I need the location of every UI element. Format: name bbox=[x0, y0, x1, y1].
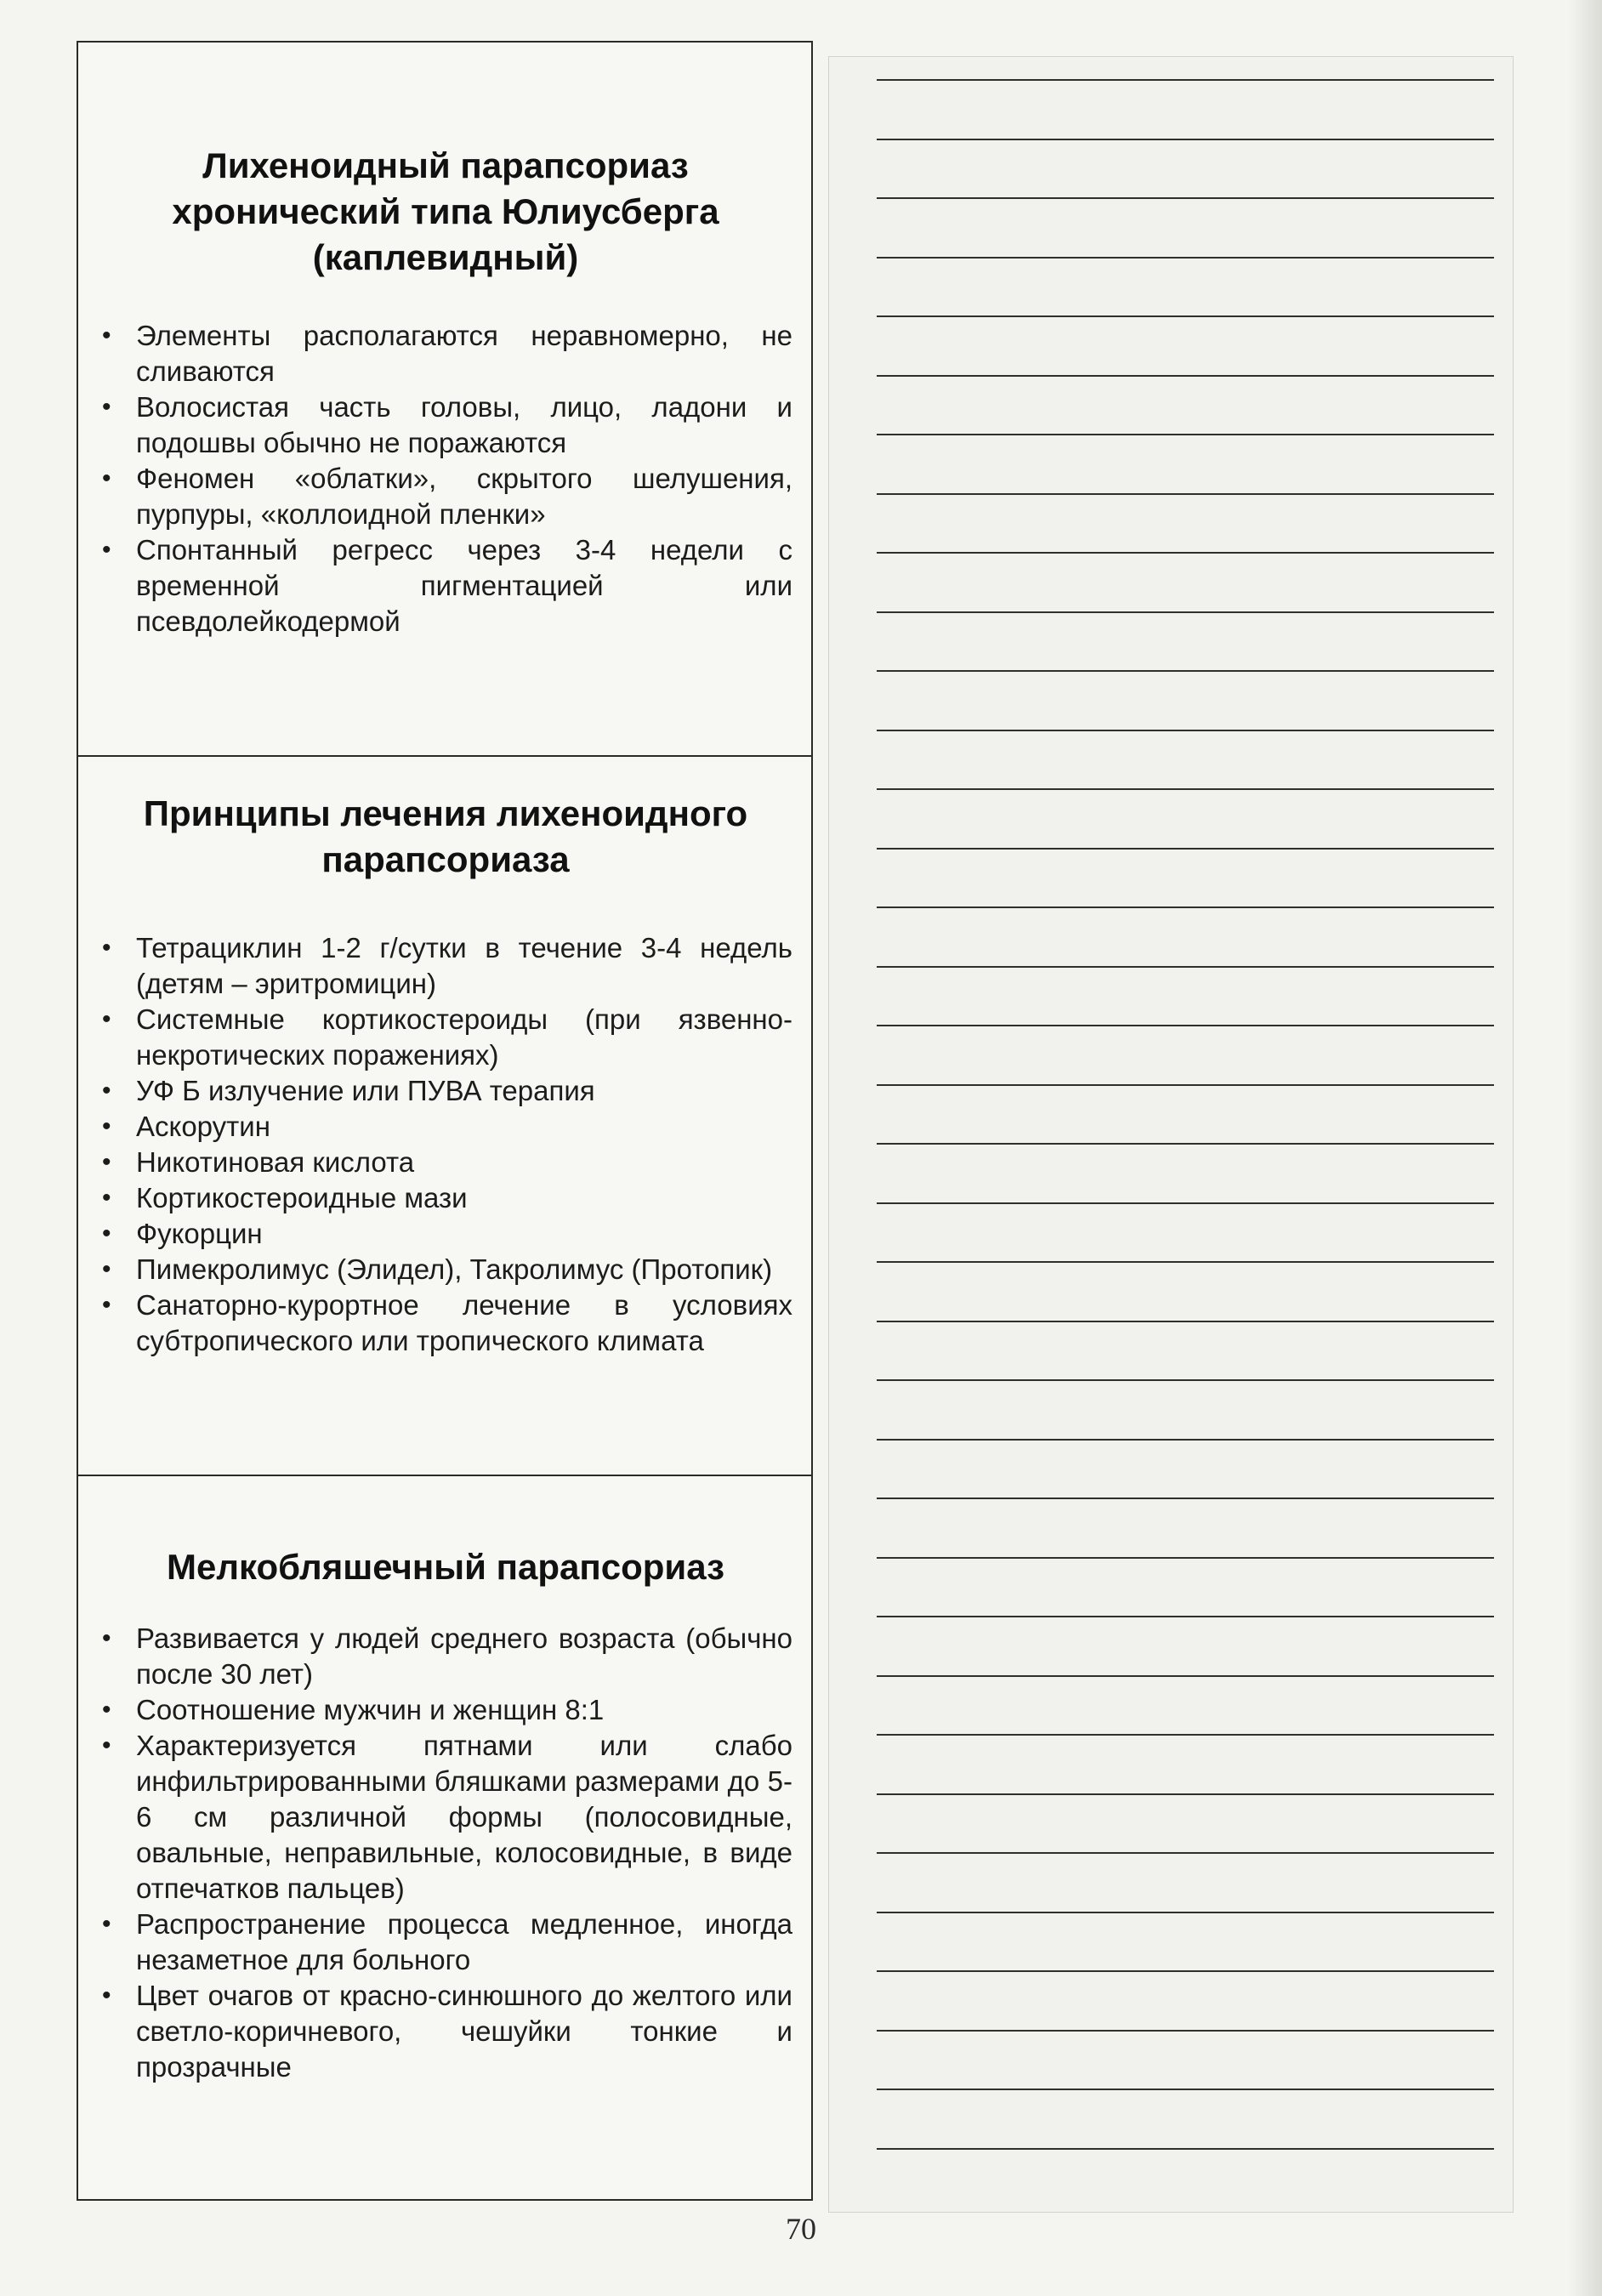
list-item: • Пимекролимус (Элидел), Такролимус (Протопик) bbox=[99, 1252, 792, 1287]
note-line bbox=[877, 848, 1494, 850]
list-item: • Развивается у людей среднего возраста (обычно после 30 лет) bbox=[99, 1621, 792, 1692]
note-line bbox=[877, 1616, 1494, 1617]
note-line bbox=[877, 1970, 1494, 1972]
list-item: • Характеризуется пятнами или слабо инфильтрированными бляшками размерами до 5-6 см различной формы (полосовидные, овальные, неправильные, колосовидные, в виде отпечатков пальцев) bbox=[99, 1728, 792, 1907]
note-line bbox=[877, 257, 1494, 259]
note-line bbox=[877, 906, 1494, 908]
note-line bbox=[877, 966, 1494, 968]
slide-small-plaque bbox=[78, 1475, 811, 2199]
list-item: • Системные кортикостероиды (при язвенно-некротических поражениях) bbox=[99, 1002, 792, 1073]
note-line bbox=[877, 375, 1494, 377]
note-line bbox=[877, 1202, 1494, 1204]
bullet-list bbox=[99, 930, 792, 1359]
list-item: • Волосистая часть головы, лицо, ладони и подошвы обычно не поражаются bbox=[99, 389, 792, 461]
list-item: • Цвет очагов от красно-синюшного до желтого или светло-коричневого, чешуйки тонкие и прозрачные bbox=[99, 1978, 792, 2085]
note-line bbox=[877, 1143, 1494, 1145]
slide-title: Принципы лечения лихеноидного парапсориаза bbox=[143, 793, 748, 879]
note-line bbox=[877, 1379, 1494, 1381]
note-line bbox=[877, 1025, 1494, 1026]
note-line bbox=[877, 670, 1494, 672]
note-line bbox=[877, 552, 1494, 554]
note-line bbox=[877, 788, 1494, 790]
note-line bbox=[877, 1084, 1494, 1086]
list-item: • Феномен «облатки», скрытого шелушения, пурпуры, «коллоидной пленки» bbox=[99, 461, 792, 532]
list-item: • Тетрациклин 1-2 г/сутки в течение 3-4 недель (детям – эритромицин) bbox=[99, 930, 792, 1002]
list-item: • Соотношение мужчин и женщин 8:1 bbox=[99, 1692, 792, 1728]
note-line bbox=[877, 1498, 1494, 1499]
note-line bbox=[877, 1675, 1494, 1677]
note-line bbox=[877, 1793, 1494, 1795]
notes-lines-area bbox=[828, 56, 1514, 2213]
note-line bbox=[877, 730, 1494, 731]
bullet-list bbox=[99, 1621, 792, 2085]
list-item: • УФ Б излучение или ПУВА терапия bbox=[99, 1073, 792, 1109]
note-line bbox=[877, 493, 1494, 495]
slide-treatment bbox=[78, 755, 811, 1475]
list-item: • Спонтанный регресс через 3-4 недели с временной пигментацией или псевдолейкодермой bbox=[99, 532, 792, 639]
note-line bbox=[877, 79, 1494, 81]
note-line bbox=[877, 315, 1494, 317]
list-item: • Фукорцин bbox=[99, 1216, 792, 1252]
note-line bbox=[877, 2089, 1494, 2090]
slide-title: Лихеноидный парапсориаз хронический типа Юлиусберга (каплевидный) bbox=[172, 145, 719, 277]
page-number: 70 bbox=[786, 2212, 816, 2246]
note-line bbox=[877, 434, 1494, 435]
note-line bbox=[877, 1557, 1494, 1559]
list-item: • Элементы располагаются неравномерно, не сливаются bbox=[99, 318, 792, 389]
list-item: • Санаторно-курортное лечение в условиях субтропического или тропического климата bbox=[99, 1287, 792, 1359]
note-line bbox=[877, 1439, 1494, 1441]
note-line bbox=[877, 611, 1494, 613]
slides-column bbox=[77, 41, 813, 2201]
list-item: • Аскорутин bbox=[99, 1109, 792, 1145]
note-line bbox=[877, 2030, 1494, 2032]
note-line bbox=[877, 1261, 1494, 1263]
slide-title: Мелкобляшечный парапсориаз bbox=[166, 1547, 724, 1587]
note-line bbox=[877, 139, 1494, 140]
note-line bbox=[877, 197, 1494, 199]
page-edge-shadow bbox=[1568, 0, 1602, 2296]
bullet-list bbox=[99, 318, 792, 639]
note-line bbox=[877, 1321, 1494, 1322]
list-item: • Распространение процесса медленное, иногда незаметное для больного bbox=[99, 1907, 792, 1978]
note-line bbox=[877, 1734, 1494, 1736]
note-line bbox=[877, 1912, 1494, 1913]
note-line bbox=[877, 2148, 1494, 2150]
note-line bbox=[877, 1852, 1494, 1854]
list-item: • Кортикостероидные мази bbox=[99, 1180, 792, 1216]
list-item: • Никотиновая кислота bbox=[99, 1145, 792, 1180]
slide-juliusberg bbox=[78, 43, 811, 755]
